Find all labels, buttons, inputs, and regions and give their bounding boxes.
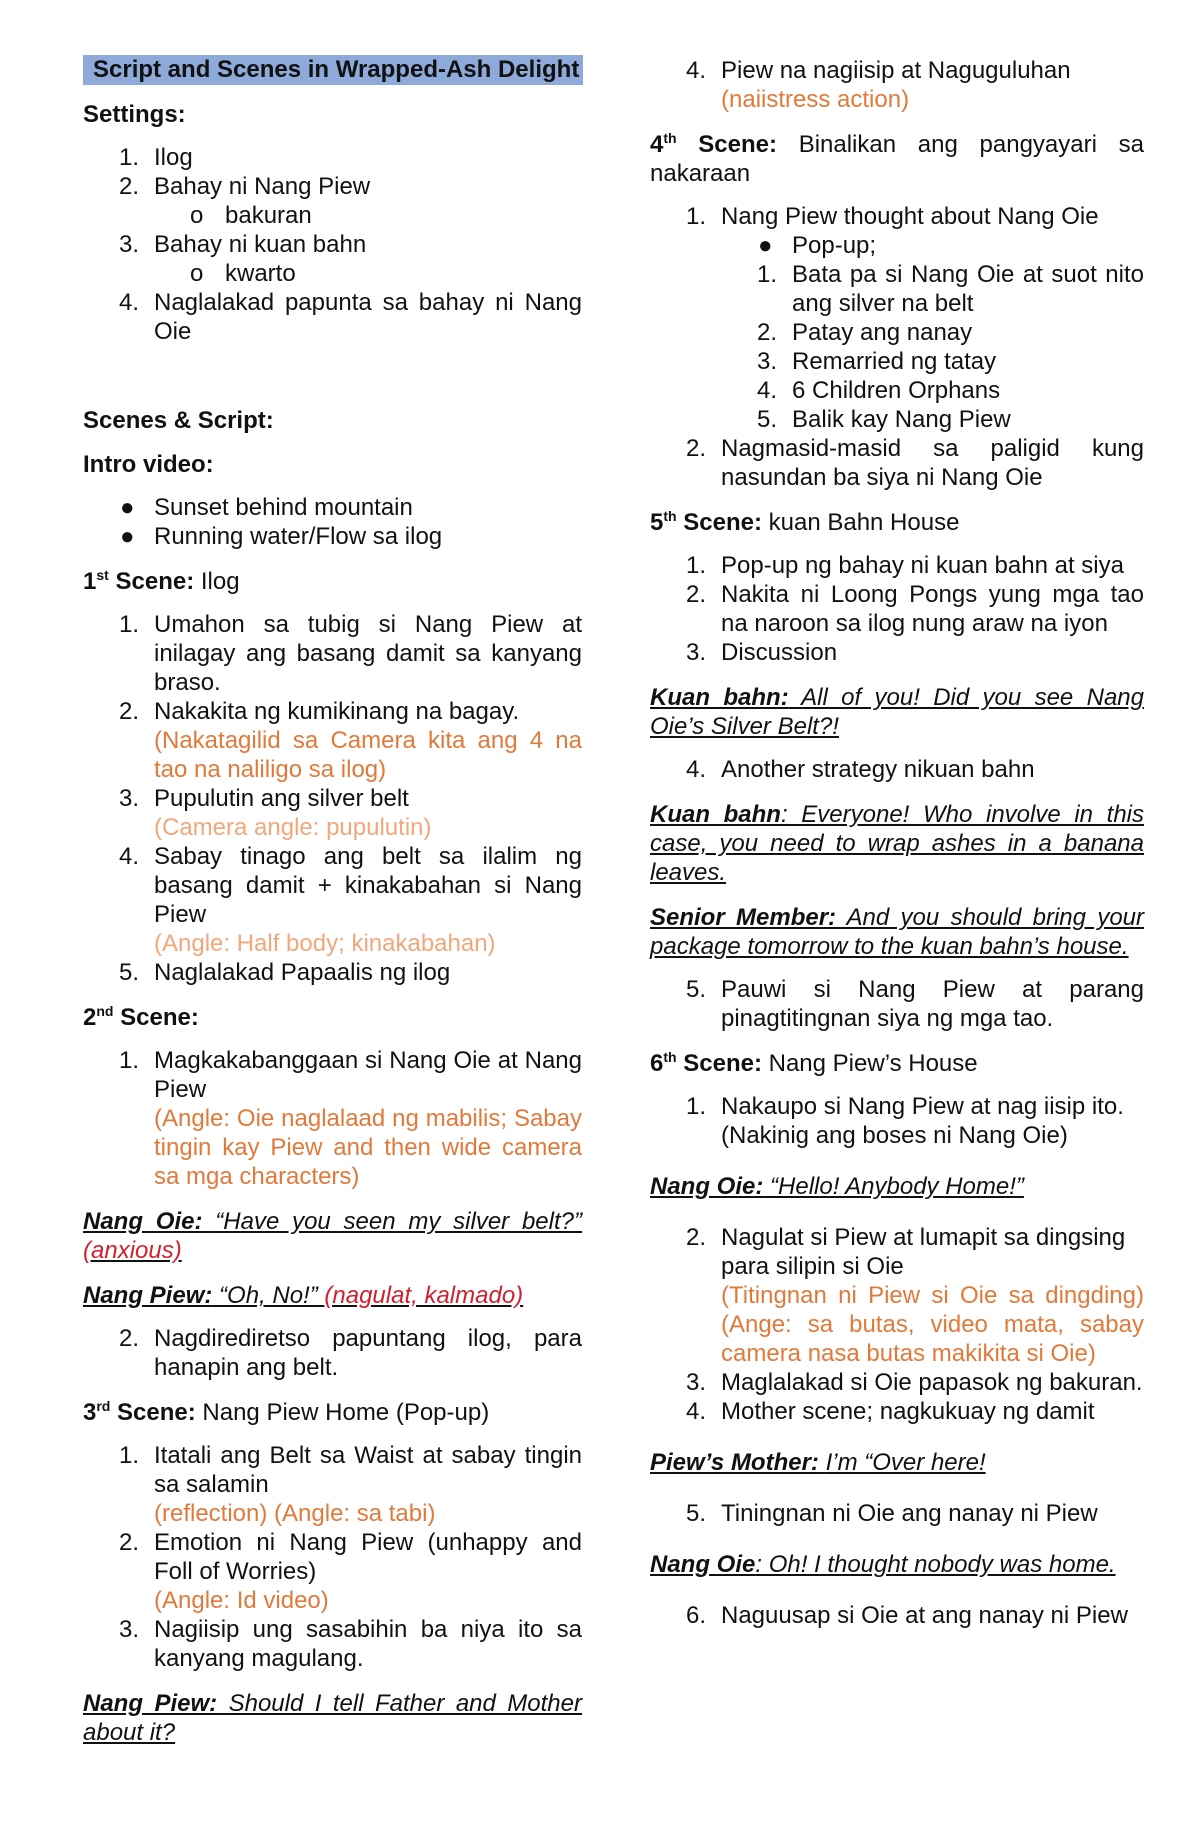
list-item: 3. Maglalakad si Oie papasok ng bakuran. <box>686 1369 1143 1396</box>
scene-6-list <box>650 1092 1144 1150</box>
camera-note: (naiistress action) <box>721 86 910 113</box>
settings-list <box>83 143 582 346</box>
left-column <box>83 0 582 1747</box>
camera-note: (Angle: Half body; kinakabahan) <box>154 930 496 957</box>
list-item: 4. Another strategy nikuan bahn <box>686 756 1035 783</box>
dialog-line: Nang Oie: “Have you seen my silver belt?” (anxious) <box>83 1208 582 1264</box>
scene-6-list-cont <box>650 1223 1144 1426</box>
right-column <box>650 0 1144 1630</box>
intro-list <box>83 493 582 551</box>
settings-heading: Settings: <box>83 101 186 128</box>
camera-note: (Titingnan ni Piew si Oie sa dingding) (Ange: sa butas, video mata, sabay camera nasa butas makikita si Oie) <box>721 1282 1144 1367</box>
scenes-heading: Scenes & Script: <box>83 407 274 434</box>
list-item: 1. Umahon sa tubig si Nang Piew at inilagay ang basang damit sa kanyang braso. <box>119 611 582 696</box>
camera-note: (reflection) (Angle: sa tabi) <box>154 1500 436 1527</box>
list-item: 2. Nagulat si Piew at lumapit sa dingsing para silipin si Oie (Titingnan ni Piew si Oie sa dingding) (Ange: sa butas, video mata, sabay camera nasa butas makikita si Oie) <box>686 1224 1144 1367</box>
list-item: 4. Mother scene; nagkukuay ng damit <box>686 1398 1095 1425</box>
list-item: 4. Sabay tinago ang belt sa ilalim ng basang damit + kinakabahan si Nang Piew (Angle: Half body; kinakabahan) <box>119 843 582 957</box>
scene-6-list-cont2 <box>650 1499 1144 1528</box>
scene-6-heading: 6th Scene: Nang Piew’s House <box>650 1049 978 1077</box>
document-title: Script and Scenes in Wrapped-Ash Delight <box>83 55 583 85</box>
list-item: 2. Nagmasid-masid sa paligid kung nasundan ba siya ni Nang Oie <box>686 435 1144 491</box>
list-item: ● Sunset behind mountain <box>120 494 413 521</box>
dialog-line: Kuan bahn: Everyone! Who involve in this case, you need to wrap ashes in a banana leaves. <box>650 801 1145 886</box>
list-item: 2. Nagdirediretso papuntang ilog, para hanapin ang belt. <box>119 1325 582 1381</box>
scene-6-list-cont3 <box>650 1601 1144 1630</box>
scene-1-heading: 1st Scene: Ilog <box>83 567 240 595</box>
list-item: 1. Pop-up ng bahay ni kuan bahn at siya <box>686 552 1124 579</box>
scene-5-list-cont <box>650 755 1144 784</box>
list-item: 5. Pauwi si Nang Piew at parang pinagtitingnan siya ng mga tao. <box>686 976 1144 1032</box>
list-item: 3. Pupulutin ang silver belt (Camera angle: pupulutin) <box>119 785 432 841</box>
scene-2-list <box>83 1046 582 1191</box>
scene-2-list-cont <box>83 1324 582 1382</box>
list-item: 5. Naglalakad Papaalis ng ilog <box>119 959 451 986</box>
list-subitem: o bakuran <box>190 202 312 229</box>
list-item: 3. Discussion <box>686 639 838 666</box>
camera-note: (Angle: Oie naglalaad ng mabilis; Sabay tingin kay Piew and then wide camera sa mga characters) <box>154 1105 582 1190</box>
scene-3-heading: 3rd Scene: Nang Piew Home (Pop-up) <box>83 1398 490 1426</box>
camera-note: (Angle: Id video) <box>154 1587 329 1614</box>
list-item: 1. Itatali ang Belt sa Waist at sabay tingin sa salamin (reflection) (Angle: sa tabi) <box>119 1442 582 1527</box>
list-item: 3. Nagiisip ung sasabihin ba niya ito sa kanyang magulang. <box>119 1616 582 1672</box>
intro-heading: Intro video: <box>83 451 214 478</box>
list-subitem: 2. Patay ang nanay <box>757 319 973 346</box>
list-item: 1. Nang Piew thought about Nang Oie <box>686 203 1099 230</box>
dialog-line: Piew’s Mother: I’m “Over here! <box>650 1449 986 1476</box>
list-item: 1. Ilog <box>119 144 193 171</box>
list-subitem: 4. 6 Children Orphans <box>757 377 1001 404</box>
dialog-line: Nang Piew: “Oh, No!” (nagulat, kalmado) <box>83 1282 524 1309</box>
scene-5-list <box>650 551 1144 667</box>
scene-5-heading: 5th Scene: kuan Bahn House <box>650 508 960 536</box>
list-item: 2. Nakakita ng kumikinang na bagay. (Nakatagilid sa Camera kita ang 4 na tao na naliligo sa ilog) <box>119 698 582 783</box>
list-item: 2. Nakita ni Loong Pongs yung mga tao na naroon sa ilog nung araw na iyon <box>686 581 1144 637</box>
list-item: 1. Nakaupo si Nang Piew at nag iisip ito. (Nakinig ang boses ni Nang Oie) <box>686 1093 1124 1149</box>
scene-2-heading: 2nd Scene: <box>83 1003 199 1031</box>
camera-note: (Nakatagilid sa Camera kita ang 4 na tao na naliligo sa ilog) <box>154 727 582 783</box>
list-subitem: ● Pop-up; <box>758 232 877 259</box>
list-item: 4. Naglalakad papunta sa bahay ni Nang Oie <box>119 289 582 345</box>
dialog-line: Nang Piew: Should I tell Father and Mother about it? <box>83 1690 582 1746</box>
list-item: 2. Emotion ni Nang Piew (unhappy and Foll of Worries) (Angle: Id video) <box>119 1529 582 1614</box>
camera-note: (Camera angle: pupulutin) <box>154 814 432 841</box>
dialog-line: Nang Oie: Oh! I thought nobody was home. <box>650 1551 1116 1578</box>
scene-4-heading: 4th Scene: Binalikan ang pangyayari sa nakaraan <box>650 130 1144 187</box>
scene-3-list-cont <box>650 56 1144 114</box>
scene-1-list <box>83 610 582 987</box>
list-item: ● Running water/Flow sa ilog <box>120 523 443 550</box>
list-item: 3. Bahay ni kuan bahn <box>119 231 367 258</box>
list-subitem: 5. Balik kay Nang Piew <box>757 406 1011 433</box>
dialog-line: Senior Member: And you should bring your package tomorrow to the kuan bahn’s house. <box>650 904 1145 960</box>
list-item: 1. Magkakabanggaan si Nang Oie at Nang Piew (Angle: Oie naglalaad ng mabilis; Sabay tingin kay Piew and then wide camera sa mga characters) <box>119 1047 582 1190</box>
list-item: 4. Piew na nagiisip at Naguguluhan (naiistress action) <box>686 57 1071 113</box>
list-item: 5. Tiningnan ni Oie ang nanay ni Piew <box>686 1500 1098 1527</box>
list-item: 2. Bahay ni Nang Piew <box>119 173 371 200</box>
scene-5-list-cont2 <box>650 975 1144 1033</box>
list-subitem: o kwarto <box>190 260 296 287</box>
scene-3-list <box>83 1441 582 1673</box>
list-subitem: 1. Bata pa si Nang Oie at suot nito ang silver na belt <box>757 261 1144 317</box>
dialog-line: Kuan bahn: All of you! Did you see Nang Oie’s Silver Belt?! <box>650 684 1144 740</box>
list-subitem: 3. Remarried ng tatay <box>757 348 997 375</box>
scene-4-list <box>650 202 1144 492</box>
dialog-line: Nang Oie: “Hello! Anybody Home!” <box>650 1173 1024 1200</box>
list-item: 6. Naguusap si Oie at ang nanay ni Piew <box>686 1602 1128 1629</box>
